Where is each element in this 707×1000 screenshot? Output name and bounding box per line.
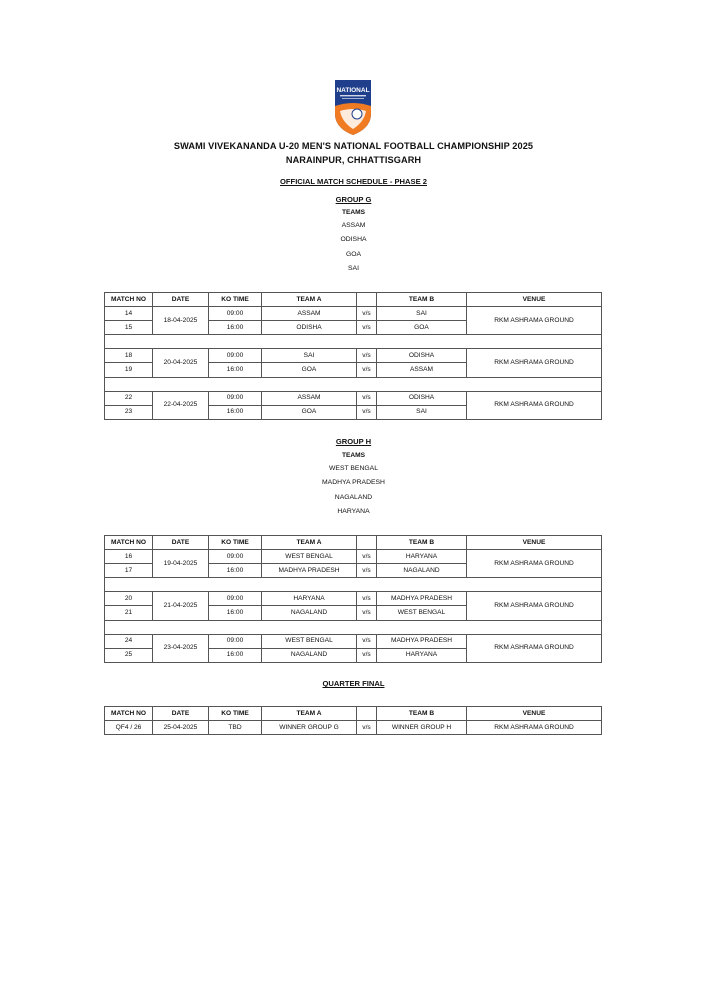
- table-row: [105, 391, 602, 405]
- team-b: ODISHA: [377, 391, 467, 405]
- team-b: MADHYA PRADESH: [377, 634, 467, 648]
- team-a: WINNER GROUP G: [262, 721, 357, 735]
- match-no: 21: [105, 606, 153, 620]
- schedule-subtitle: OFFICIAL MATCH SCHEDULE - PHASE 2: [280, 177, 427, 186]
- team-a: GOA: [262, 405, 357, 419]
- ko-time: TBD: [209, 721, 262, 735]
- col-match-no: MATCH NO: [105, 707, 153, 721]
- team-name: HARYANA: [337, 507, 370, 515]
- col-venue: VENUE: [467, 707, 602, 721]
- group-g-teams-label: TEAMS: [341, 209, 366, 216]
- table-header-row: [105, 707, 602, 721]
- team-b: ODISHA: [377, 349, 467, 363]
- team-b: SAI: [377, 307, 467, 321]
- team-name: WEST BENGAL: [329, 465, 378, 472]
- vs-label: v/s: [357, 634, 377, 648]
- col-venue: VENUE: [467, 293, 602, 307]
- vs-label: v/s: [357, 550, 377, 564]
- page-subtitle-location: NARAINPUR, CHHATTISGARH: [285, 155, 422, 165]
- table-header-row: [105, 536, 602, 550]
- venue: RKM ASHRAMA GROUND: [467, 634, 602, 662]
- group-h-title: GROUP H: [335, 437, 372, 446]
- table-header-row: [105, 293, 602, 307]
- col-date: DATE: [153, 707, 209, 721]
- col-match-no: MATCH NO: [105, 536, 153, 550]
- col-venue: VENUE: [467, 536, 602, 550]
- col-team-a: TEAM A: [262, 293, 357, 307]
- group-g-team-list: [0, 219, 707, 276]
- table-row: [105, 592, 602, 606]
- match-no: 16: [105, 550, 153, 564]
- col-match-no: MATCH NO: [105, 293, 153, 307]
- ko-time: 09:00: [209, 391, 262, 405]
- group-h-schedule-table: [104, 535, 602, 663]
- team-b: HARYANA: [377, 648, 467, 662]
- match-date: 20-04-2025: [153, 349, 209, 377]
- col-team-b: TEAM B: [377, 536, 467, 550]
- team-a: ASSAM: [262, 307, 357, 321]
- team-b: NAGALAND: [377, 564, 467, 578]
- col-vs: [357, 293, 377, 307]
- venue: RKM ASHRAMA GROUND: [467, 550, 602, 578]
- match-no: 15: [105, 321, 153, 335]
- col-team-a: TEAM A: [262, 536, 357, 550]
- team-name: ASSAM: [341, 222, 366, 229]
- match-date: 18-04-2025: [153, 307, 209, 335]
- col-team-b: TEAM B: [377, 707, 467, 721]
- ko-time: 09:00: [209, 634, 262, 648]
- team-a: NAGALAND: [262, 606, 357, 620]
- venue: RKM ASHRAMA GROUND: [467, 307, 602, 335]
- venue: RKM ASHRAMA GROUND: [467, 721, 602, 735]
- team-b: ASSAM: [377, 363, 467, 377]
- team-a: NAGALAND: [262, 648, 357, 662]
- match-no: 23: [105, 405, 153, 419]
- match-date: 22-04-2025: [153, 391, 209, 419]
- venue: RKM ASHRAMA GROUND: [467, 592, 602, 620]
- ko-time: 16:00: [209, 648, 262, 662]
- table-row: [105, 307, 602, 321]
- table-row: [105, 550, 602, 564]
- page-title: SWAMI VIVEKANANDA U-20 MEN'S NATIONAL FOOTBALL CHAMPIONSHIP 2025: [173, 141, 534, 151]
- team-b: WINNER GROUP H: [377, 721, 467, 735]
- table-spacer-row: [105, 620, 602, 634]
- quarter-final-table: [104, 706, 602, 735]
- svg-text:NATIONAL: NATIONAL: [336, 87, 370, 94]
- vs-label: v/s: [357, 564, 377, 578]
- match-no: 14: [105, 307, 153, 321]
- table-spacer-row: [105, 335, 602, 349]
- ko-time: 16:00: [209, 363, 262, 377]
- vs-label: v/s: [357, 721, 377, 735]
- team-b: WEST BENGAL: [377, 606, 467, 620]
- match-no: 17: [105, 564, 153, 578]
- group-g-schedule-table: [104, 292, 602, 420]
- team-a: HARYANA: [262, 592, 357, 606]
- ko-time: 09:00: [209, 550, 262, 564]
- ko-time: 16:00: [209, 606, 262, 620]
- team-a: SAI: [262, 349, 357, 363]
- group-h-teams-label: TEAMS: [341, 452, 366, 459]
- col-vs: [357, 536, 377, 550]
- match-no: QF4 / 26: [105, 721, 153, 735]
- match-no: 24: [105, 634, 153, 648]
- vs-label: v/s: [357, 363, 377, 377]
- match-no: 19: [105, 363, 153, 377]
- venue: RKM ASHRAMA GROUND: [467, 349, 602, 377]
- team-b: HARYANA: [377, 550, 467, 564]
- col-team-a: TEAM A: [262, 707, 357, 721]
- team-a: ODISHA: [262, 321, 357, 335]
- ko-time: 09:00: [209, 307, 262, 321]
- team-name: MADHYA PRADESH: [322, 479, 385, 487]
- col-ko-time: KO TIME: [209, 707, 262, 721]
- team-a: WEST BENGAL: [262, 634, 357, 648]
- vs-label: v/s: [357, 592, 377, 606]
- ko-time: 09:00: [209, 592, 262, 606]
- match-date: 23-04-2025: [153, 634, 209, 662]
- national-football-championship-logo-icon: [332, 78, 374, 136]
- match-no: 18: [105, 349, 153, 363]
- col-date: DATE: [153, 293, 209, 307]
- team-name: ODISHA: [340, 236, 367, 244]
- table-row: [105, 349, 602, 363]
- vs-label: v/s: [357, 648, 377, 662]
- venue: RKM ASHRAMA GROUND: [467, 391, 602, 419]
- ko-time: 16:00: [209, 321, 262, 335]
- vs-label: v/s: [357, 391, 377, 405]
- vs-label: v/s: [357, 321, 377, 335]
- col-date: DATE: [153, 536, 209, 550]
- match-no: 25: [105, 648, 153, 662]
- team-b: SAI: [377, 405, 467, 419]
- col-vs: [357, 707, 377, 721]
- group-g-title: GROUP G: [335, 195, 372, 204]
- table-spacer-row: [105, 578, 602, 592]
- col-ko-time: KO TIME: [209, 293, 262, 307]
- team-a: MADHYA PRADESH: [262, 564, 357, 578]
- team-a: GOA: [262, 363, 357, 377]
- vs-label: v/s: [357, 405, 377, 419]
- ko-time: 16:00: [209, 564, 262, 578]
- match-date: 19-04-2025: [153, 550, 209, 578]
- table-spacer-row: [105, 377, 602, 391]
- table-row: [105, 634, 602, 648]
- match-date: 25-04-2025: [153, 721, 209, 735]
- ko-time: 16:00: [209, 405, 262, 419]
- team-a: ASSAM: [262, 391, 357, 405]
- team-name: NAGALAND: [334, 493, 373, 501]
- team-name: SAI: [348, 264, 359, 272]
- col-team-b: TEAM B: [377, 293, 467, 307]
- team-name: GOA: [345, 250, 362, 258]
- match-date: 21-04-2025: [153, 592, 209, 620]
- vs-label: v/s: [357, 307, 377, 321]
- team-b: GOA: [377, 321, 467, 335]
- match-no: 22: [105, 391, 153, 405]
- vs-label: v/s: [357, 349, 377, 363]
- team-b: MADHYA PRADESH: [377, 592, 467, 606]
- match-no: 20: [105, 592, 153, 606]
- team-a: WEST BENGAL: [262, 550, 357, 564]
- ko-time: 09:00: [209, 349, 262, 363]
- vs-label: v/s: [357, 606, 377, 620]
- col-ko-time: KO TIME: [209, 536, 262, 550]
- group-h-team-list: [0, 462, 707, 519]
- table-row: [105, 721, 602, 735]
- quarter-final-title: QUARTER FINAL: [322, 679, 385, 688]
